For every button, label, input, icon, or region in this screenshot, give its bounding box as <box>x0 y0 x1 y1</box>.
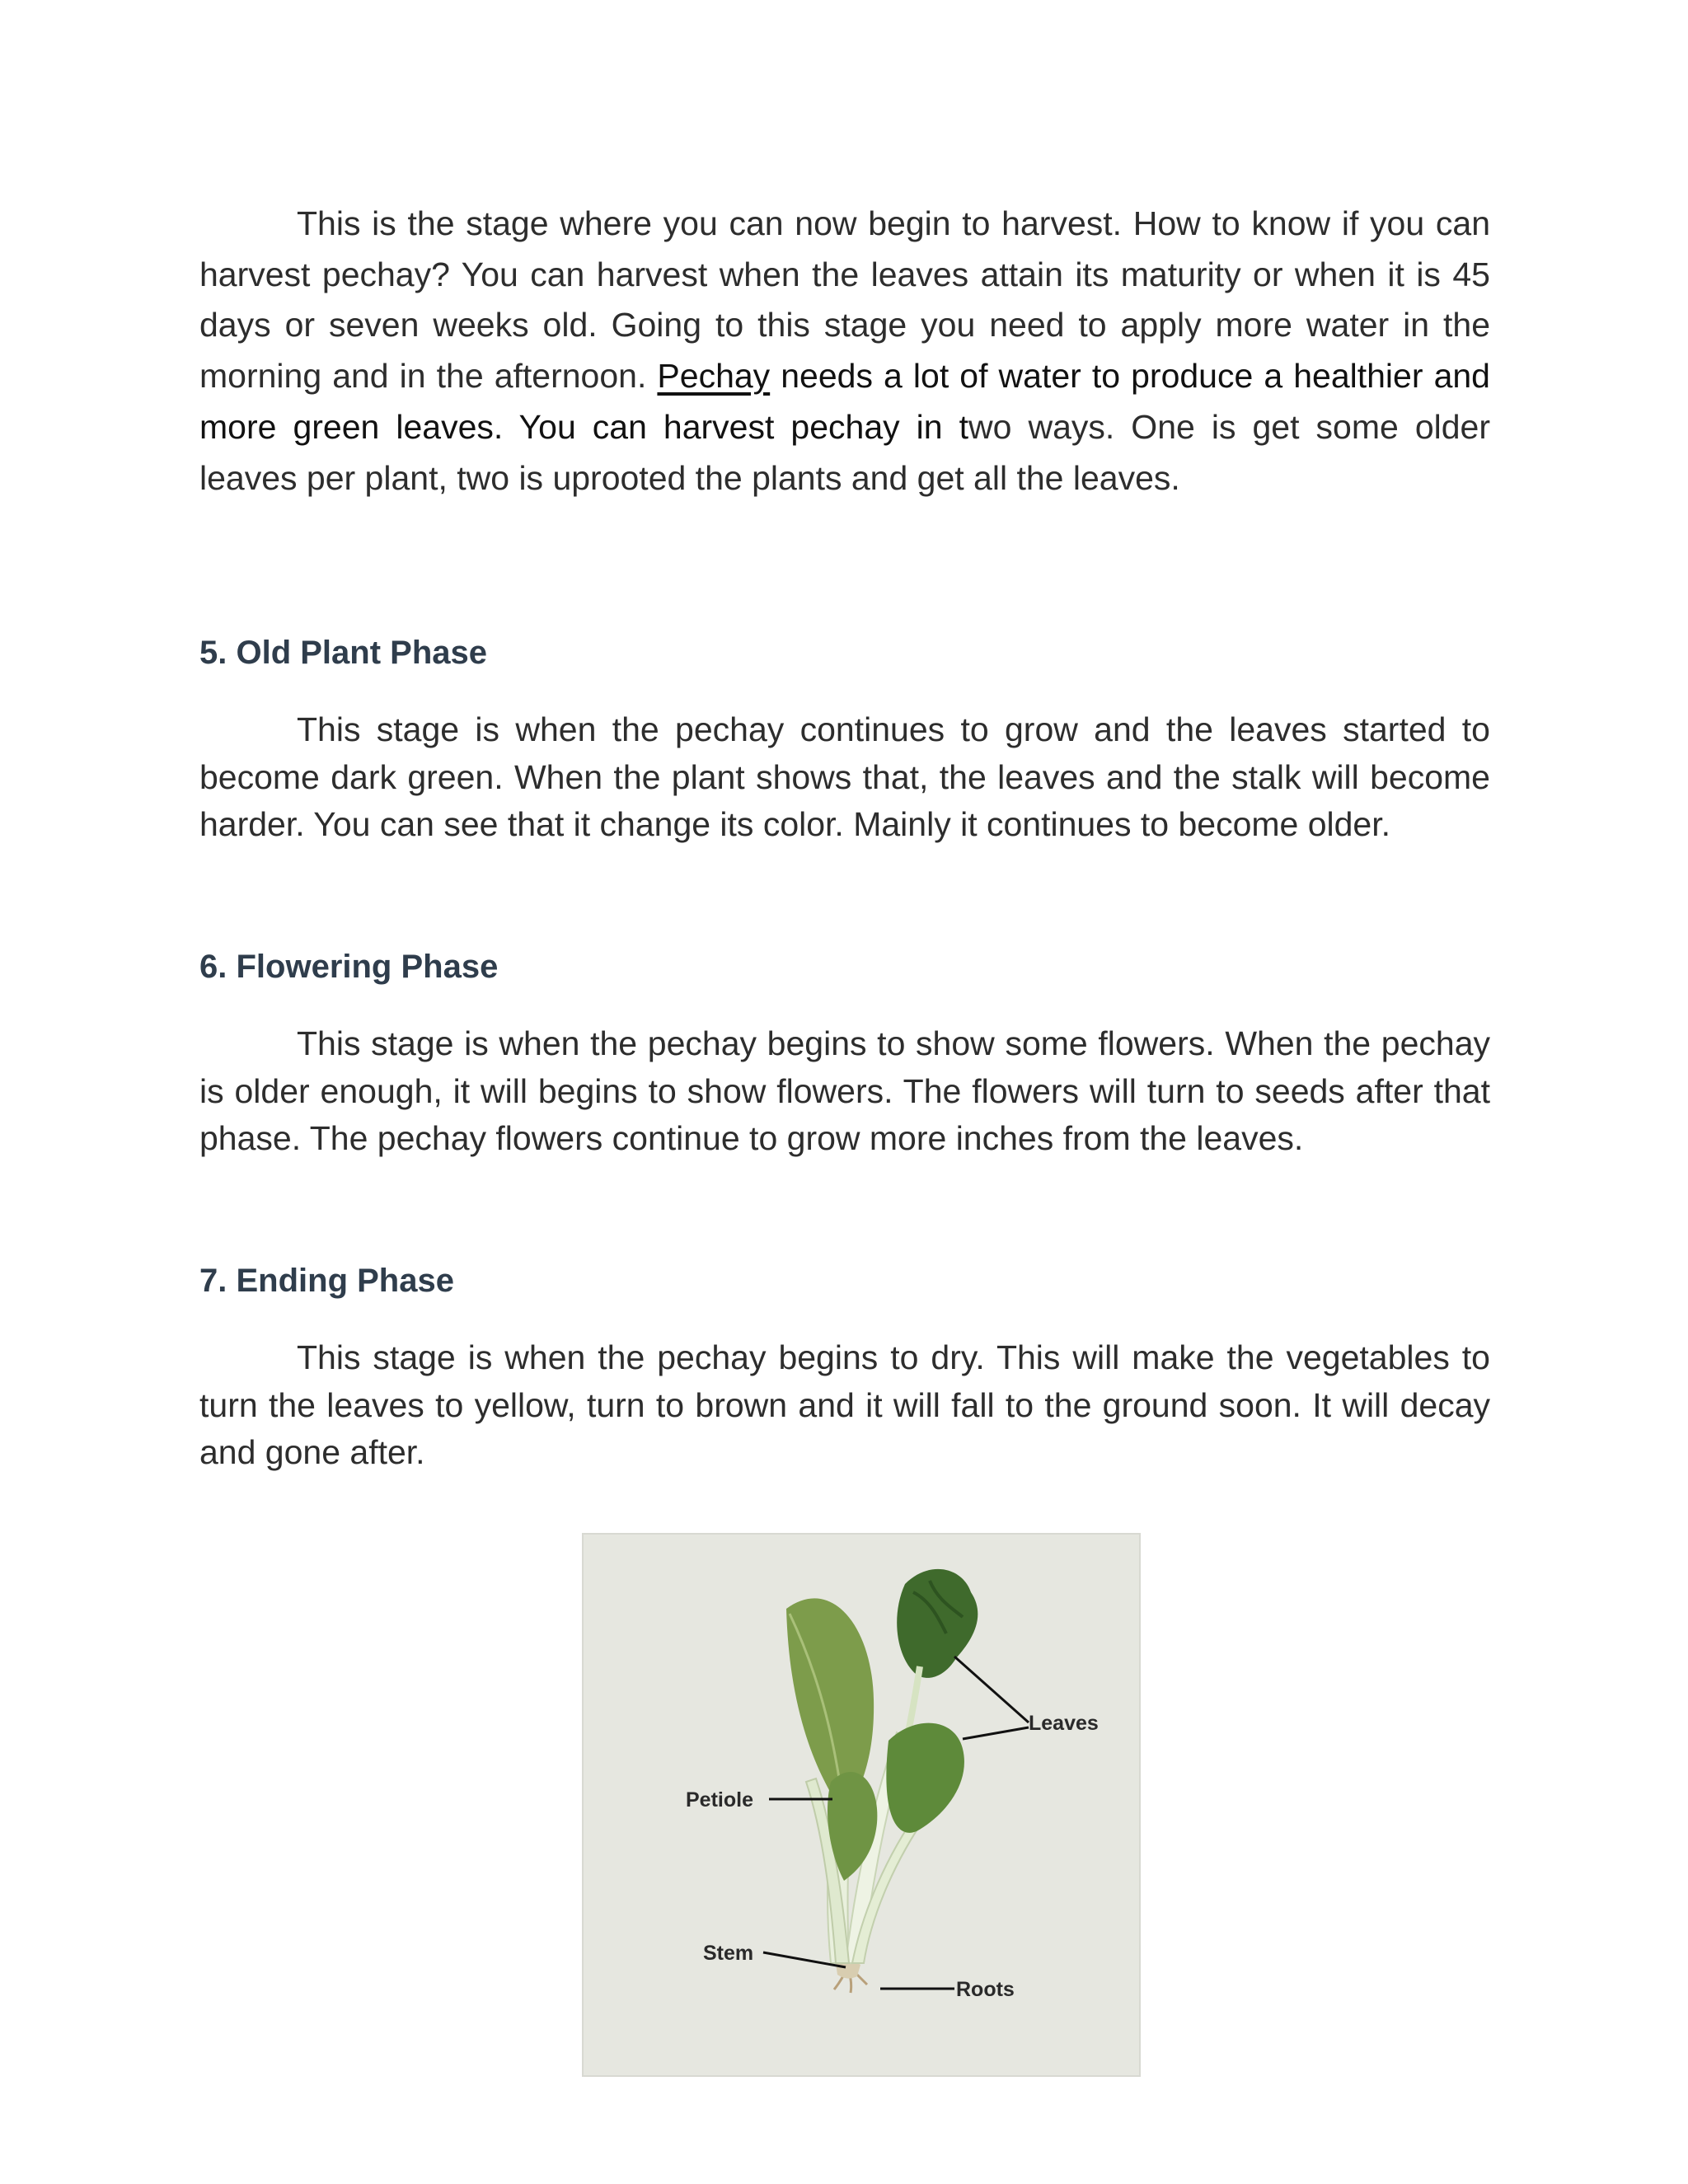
intro-lead: This is the stage where you can now begin to harvest. How to know if you can harvest pechay? You can harvest when the leaves attain its maturity or when it is 45 days or seven weeks old. Going to this stage you need to apply more water in the morning and in the afternoon. <box>199 204 1490 396</box>
leaves-label: Leaves <box>1029 1712 1099 1735</box>
leaf-top-right <box>897 1569 978 1678</box>
section-body-text: This stage is when the pechay continues to grow and the leaves started to become dark green. When the plant shows that, the leaves and the stalk will become harder. You can see that it change its color. Mainly it continues to become older. <box>199 710 1490 843</box>
section-body-ending <box>199 1334 1490 1477</box>
leaves-leader-line-lower <box>963 1727 1029 1739</box>
intro-paragraph <box>199 199 1490 504</box>
roots-label: Roots <box>956 1978 1015 2001</box>
pechay-plant-figure <box>582 1533 1141 2077</box>
section-heading-old-plant: 5. Old Plant Phase <box>199 635 488 671</box>
pechay-underlined-word: Pechay <box>657 357 771 396</box>
section-body-text: This stage is when the pechay begins to dry. This will make the vegetables to turn the leaves to yellow, turn to brown and it will fall to the ground soon. It will decay and gone after. <box>199 1338 1490 1471</box>
petiole-label: Petiole <box>686 1788 753 1811</box>
section-body-old-plant <box>199 706 1490 849</box>
stem-label: Stem <box>703 1942 754 1965</box>
intro-tail: wo ways. One is get some older leaves per plant, two is uprooted the plants and get all the leaves. <box>199 407 1490 497</box>
section-heading-flowering: 6. Flowering Phase <box>199 949 499 985</box>
section-body-text: This stage is when the pechay begins to show some flowers. When the pechay is older enough, it will begins to show flowers. The flowers will turn to seeds after that phase. The pechay flowers continue to grow more inches from the leaves. <box>199 1024 1490 1157</box>
section-heading-ending: 7. Ending Phase <box>199 1263 454 1299</box>
leaves-leader-line-upper <box>954 1657 1029 1722</box>
pechay-plant-illustration <box>584 1535 1142 2079</box>
leaf-right-mid <box>886 1723 964 1833</box>
intro-dark-part: needs a lot of water to produce a healthier and more green leaves. You can harvest pechay in t <box>199 357 1490 446</box>
section-body-flowering <box>199 1020 1490 1163</box>
